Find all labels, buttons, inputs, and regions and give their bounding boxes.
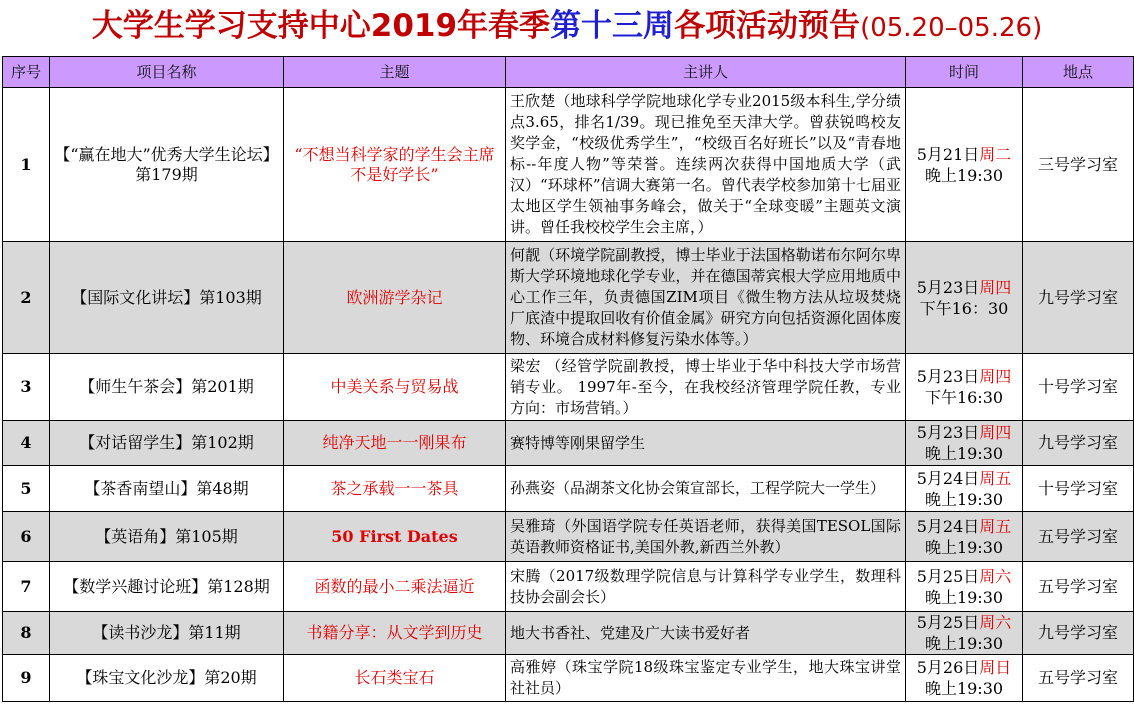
row-clock: 晚上19:30 xyxy=(924,444,1004,463)
row-clock: 晚上19:30 xyxy=(924,165,1004,185)
row-number: 4 xyxy=(3,421,50,466)
row-topic: 50 First Dates xyxy=(284,512,506,562)
row-time xyxy=(906,354,1023,421)
row-weekday: 周日 xyxy=(979,658,1012,677)
row-speaker: 高雅婷（珠宝学院18级珠宝鉴定专业学生，地大珠宝讲堂社社员） xyxy=(506,655,906,702)
row-weekday: 周四 xyxy=(979,423,1012,442)
row-place: 五号学习室 xyxy=(1023,512,1134,562)
row-weekday: 周二 xyxy=(979,144,1012,164)
header-speaker: 主讲人 xyxy=(506,57,906,88)
row-date: 5月23日 xyxy=(916,277,980,297)
row-place: 九号学习室 xyxy=(1023,421,1134,466)
title-week: 第十三周 xyxy=(550,8,675,44)
row-weekday: 周六 xyxy=(979,613,1012,632)
row-project: 【数学兴趣讨论班】第128期 xyxy=(50,562,284,612)
row-clock: 晚上19:30 xyxy=(924,489,1004,509)
row-clock: 下午16：30 xyxy=(919,298,1009,318)
row-clock: 晚上19:30 xyxy=(924,537,1004,557)
row-speaker: 吴雅琦（外国语学院专任英语老师，获得美国TESOL国际英语教师资格证书,美国外教,新西兰外教） xyxy=(506,512,906,562)
row-place: 九号学习室 xyxy=(1023,242,1134,354)
header-project: 项目名称 xyxy=(50,57,284,88)
row-number: 3 xyxy=(3,354,50,421)
row-place: 五号学习室 xyxy=(1023,655,1134,702)
table-row xyxy=(3,354,1134,421)
row-topic: “不想当科学家的学生会主席不是好学长” xyxy=(284,88,506,242)
row-topic: 欧洲游学杂记 xyxy=(284,242,506,354)
table-row xyxy=(3,612,1134,655)
row-topic: 纯净天地一一刚果布 xyxy=(284,421,506,466)
title-activities: 各项活动预告 xyxy=(674,8,861,44)
title-date-range: (05.20–05.26) xyxy=(860,13,1043,43)
header-topic: 主题 xyxy=(284,57,506,88)
table-row xyxy=(3,242,1134,354)
row-place: 五号学习室 xyxy=(1023,562,1134,612)
header-place: 地点 xyxy=(1023,57,1134,88)
row-time xyxy=(906,88,1023,242)
row-date: 5月23日 xyxy=(916,423,980,442)
row-weekday: 周四 xyxy=(979,277,1012,297)
row-clock: 晚上19:30 xyxy=(924,587,1004,607)
row-time xyxy=(906,421,1023,466)
table-row xyxy=(3,562,1134,612)
row-time xyxy=(906,612,1023,655)
row-topic: 中美关系与贸易战 xyxy=(284,354,506,421)
row-number: 1 xyxy=(3,88,50,242)
row-weekday: 周四 xyxy=(979,367,1012,386)
row-time xyxy=(906,655,1023,702)
row-project: 【师生午茶会】第201期 xyxy=(50,354,284,421)
row-project: 【茶香南望山】第48期 xyxy=(50,466,284,512)
page-title xyxy=(0,0,1134,56)
row-number: 6 xyxy=(3,512,50,562)
row-number: 5 xyxy=(3,466,50,512)
row-speaker: 赛特博等刚果留学生 xyxy=(506,421,906,466)
row-clock: 下午16:30 xyxy=(924,388,1004,407)
row-weekday: 周五 xyxy=(979,516,1012,536)
row-time xyxy=(906,562,1023,612)
header-time: 时间 xyxy=(906,57,1023,88)
row-number: 8 xyxy=(3,612,50,655)
row-place: 十号学习室 xyxy=(1023,354,1134,421)
row-date: 5月23日 xyxy=(916,367,980,386)
row-project: 【珠宝文化沙龙】第20期 xyxy=(50,655,284,702)
row-speaker: 梁宏 （经管学院副教授，博士毕业于华中科技大学市场营销专业。 1997年-至今，在我校经济管理学院任教，专业方向：市场营销。） xyxy=(506,354,906,421)
row-date: 5月21日 xyxy=(916,144,980,164)
row-clock: 晚上19:30 xyxy=(924,679,1004,698)
row-speaker: 何靓（环境学院副教授，博士毕业于法国格勒诺布尔阿尔卑斯大学环境地球化学专业，并在德国蒂宾根大学应用地质中心工作三年，负责德国ZIM项目《微生物方法从垃圾焚烧厂底渣中提取回收有价值金属》研究方向包括资源化固体废物、环境合成材料修复污染水体等。） xyxy=(506,242,906,354)
row-speaker: 孙燕姿（品湖茶文化协会策宣部长，工程学院大一学生） xyxy=(506,466,906,512)
row-date: 5月25日 xyxy=(916,613,980,632)
header-no: 序号 xyxy=(3,57,50,88)
row-place: 三号学习室 xyxy=(1023,88,1134,242)
table-header-row xyxy=(3,57,1134,88)
row-clock: 晚上19:30 xyxy=(924,634,1004,653)
row-project: 【“赢在地大”优秀大学生论坛】第179期 xyxy=(50,88,284,242)
row-number: 7 xyxy=(3,562,50,612)
table-row xyxy=(3,466,1134,512)
row-weekday: 周五 xyxy=(979,468,1012,488)
table-row xyxy=(3,88,1134,242)
activity-schedule-table xyxy=(2,56,1134,702)
title-main: 大学生学习支持中心2019年春季 xyxy=(91,8,551,44)
row-place: 九号学习室 xyxy=(1023,612,1134,655)
row-date: 5月24日 xyxy=(916,516,980,536)
table-row xyxy=(3,655,1134,702)
row-project: 【对话留学生】第102期 xyxy=(50,421,284,466)
row-time xyxy=(906,466,1023,512)
row-date: 5月25日 xyxy=(916,566,980,586)
row-speaker: 地大书香社、党建及广大读书爱好者 xyxy=(506,612,906,655)
row-project: 【读书沙龙】第11期 xyxy=(50,612,284,655)
row-date: 5月24日 xyxy=(916,468,980,488)
row-time xyxy=(906,242,1023,354)
row-place: 十号学习室 xyxy=(1023,466,1134,512)
row-topic: 函数的最小二乘法逼近 xyxy=(284,562,506,612)
row-topic: 书籍分享：从文学到历史 xyxy=(284,612,506,655)
row-topic: 茶之承载一一茶具 xyxy=(284,466,506,512)
row-project: 【英语角】第105期 xyxy=(50,512,284,562)
row-speaker: 宋腾（2017级数理学院信息与计算科学专业学生，数理科技协会副会长） xyxy=(506,562,906,612)
row-project: 【国际文化讲坛】第103期 xyxy=(50,242,284,354)
table-row xyxy=(3,421,1134,466)
row-topic: 长石类宝石 xyxy=(284,655,506,702)
row-number: 2 xyxy=(3,242,50,354)
row-number: 9 xyxy=(3,655,50,702)
table-row xyxy=(3,512,1134,562)
row-time xyxy=(906,512,1023,562)
row-speaker: 王欣楚（地球科学学院地球化学专业2015级本科生,学分绩点3.65，排名1/39。现已推免至天津大学。曾获锐鸣校友奖学金，“校级优秀学生”，“校级百名好班长”以及“青春地标--年度人物”等荣誉。连续两次获得中国地质大学（武汉）“环球杯”信调大赛第一名。曾代表学校参加第十七届亚太地区学生领袖事务峰会，做关于“全球变暖”主题英文演讲。曾任我校校学生会主席，） xyxy=(506,88,906,242)
row-date: 5月26日 xyxy=(916,658,980,677)
row-weekday: 周六 xyxy=(979,566,1012,586)
